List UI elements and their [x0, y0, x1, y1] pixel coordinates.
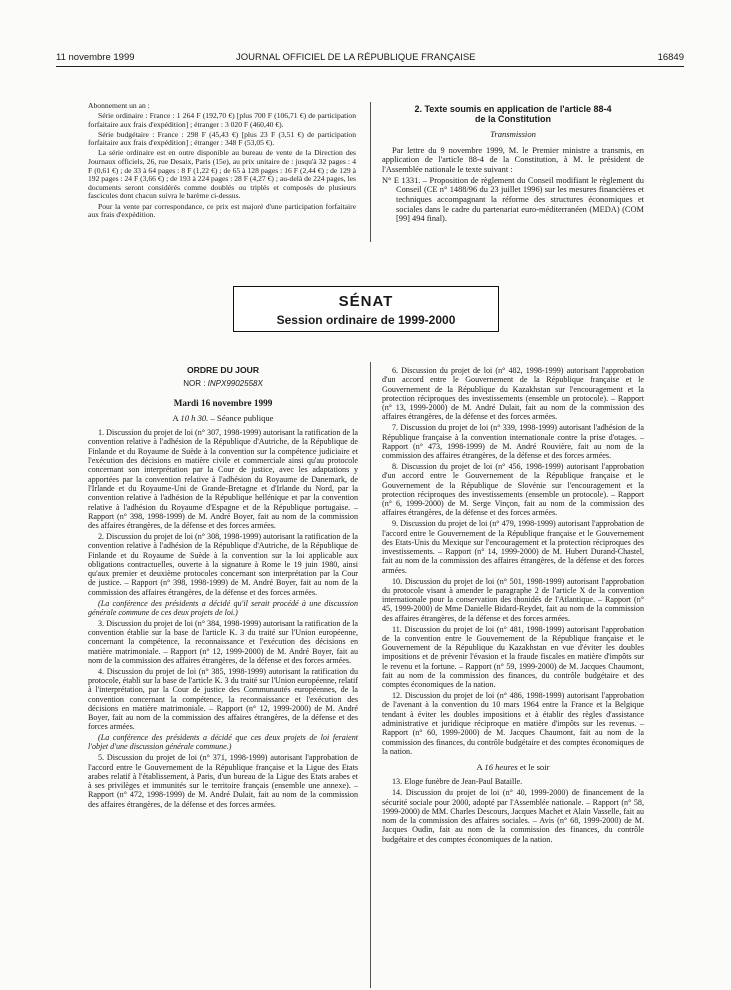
agenda-item: 9. Discussion du projet de loi (n° 479, 1998-1999) autorisant l'approbation de l'accord entre le Gouvernement de la République française et le Gouvernement des Etats-Unis du Mexique sur l'encouragement et la protection réciproques des investissements. – Rapport (n° 14, 1999-2000) de M. Hubert Durand-Chastel, fait au nom de la commission des affaires étrangères, de la défense et des forces armées.	[382, 519, 644, 575]
texte-soumis-block	[382, 104, 644, 225]
transmission-heading: Transmission	[490, 129, 536, 139]
ordre-du-jour-title: ORDRE DU JOUR	[186, 365, 260, 375]
morning-time-suffix: – Séance publique	[210, 412, 274, 423]
nor-value: INPX9902558X	[207, 379, 263, 389]
senat-title: SÉNAT	[338, 293, 394, 310]
header-journal-title: JOURNAL OFFICIEL DE LA RÉPUBLIQUE FRANÇAISE	[236, 52, 476, 63]
senat-title-box	[233, 286, 499, 332]
column-divider-top	[370, 102, 371, 242]
agenda-item: 1. Discussion du projet de loi (n° 307, 1998-1999) autorisant la ratification de la convention relative à l'adhésion de la République d'Autriche, de la République de Finlande et du Royaume de Suède à la convention sur la compétence judiciaire et l'exécution des décisions en matière civile et commerciale ainsi qu'au protocole concernant son interprétation par la Cour de justice, avec les adaptations y apportées par la convention relative à l'adhésion du Royaume de Danemark, de l'Irlande et du Royaume-Uni de Grande-Bretagne et d'Irlande du Nord, par la convention relative à l'adhésion de la République hellénique et par la convention relative à l'adhésion du Royaume d'Espagne et de la République portugaise. – Rapport (n° 398, 1998-1999) de M. André Boyer, fait au nom de la commission des affaires étrangères, de la défense et des forces armées.	[88, 428, 358, 531]
agenda-item: 5. Discussion du projet de loi (n° 371, 1998-1999) autorisant l'approbation de l'accord entre le Gouvernement de la République française et la Ligue des Etats arabes relatif à l'établissement, à Paris, d'un bureau de la Ligue des Etats arabes et à ses privilèges et immunités sur le territoire français (ensemble une annexe). – Rapport (n° 472, 1998-1999) de M. André Dulait, fait au nom de la commission des affaires étrangères, de la défense et des forces armées.	[88, 753, 358, 809]
page-header	[56, 50, 684, 66]
column-divider-bottom	[370, 362, 371, 988]
agenda-item: 4. Discussion du projet de loi (n° 385, 1998-1999) autorisant la ratification du protocole, établi sur la base de l'article K. 3 du traité sur l'Union européenne, relatif à l'interprétation, par la Cour de justice des Communautés européennes, de la convention concernant la compétence, la reconnaissance et l'exécution des décisions en matière matrimoniale. – Rapport (n° 12, 1999-2000) de M. André Boyer, fait au nom de la commission des affaires étrangères, de la défense et des forces armées.	[88, 666, 358, 732]
transmission-item: N° E 1331. – Proposition de règlement du Conseil modifiant le règlement du Conseil (CE n° 1488/96 du 23 juillet 1996) sur les mesures financières et techniques accompagnant la réforme des structures économiques et sociales dans le cadre du partenariat euro-méditerranéen (MEDA) (COM [99] 494 final).	[382, 175, 644, 224]
abonnement-block	[88, 102, 356, 221]
agenda-note: (La conférence des présidents a décidé qu'il serait procédé à une discussion générale commune de ces deux projets de loi.)	[88, 598, 358, 617]
afternoon-time	[382, 763, 644, 772]
texte-soumis-title	[382, 104, 644, 124]
texte-soumis-title-line1: 2. Texte soumis en application de l'article 88-4	[414, 104, 612, 114]
agenda-item: 6. Discussion du projet de loi (n° 482, 1998-1999) autorisant l'approbation d'un accord entre le Gouvernement de la République française et le Gouvernement de la République du Kazakhstan sur l'encouragement et la protection réciproques des investissements (ensemble un protocole). – Rapport (n° 13, 1999-2000) de M. André Dulait, fait au nom de la commission des affaires étrangères, de la défense et des forces armées.	[382, 366, 644, 422]
nor-line	[88, 379, 358, 388]
agenda-item: 13. Eloge funèbre de Jean-Paul Bataille.	[392, 777, 523, 787]
agenda-item: 10. Discussion du projet de loi (n° 501, 1998-1999) autorisant l'approbation du protocole visant à amender le paragraphe 2 de l'article X de la convention internationale pour la conservation des thonidés de l'Atlantique. – Rapport (n° 45, 1999-2000) de Mme Danielle Bidard-Reydet, fait au nom de la commission des affaires étrangères, de la défense et des forces armées.	[382, 576, 644, 623]
morning-time-prefix: A	[172, 412, 179, 423]
agenda-item: 3. Discussion du projet de loi (n° 384, 1998-1999) autorisant la ratification de la convention établie sur la base de l'article K. 3 du traité sur l'Union européenne, concernant la compétence, la reconnaissance et l'exécution des décisions en matière matrimoniale. – Rapport (n° 12, 1999-2000) de M. André Boyer, fait au nom de la commission des affaires étrangères, de la défense et des forces armées.	[88, 618, 358, 665]
afternoon-time-prefix: A	[476, 762, 483, 773]
header-rule	[56, 66, 684, 67]
morning-time	[88, 414, 358, 423]
morning-time-hour: 10 h 30.	[180, 412, 209, 423]
senat-session: Session ordinaire de 1999-2000	[276, 313, 456, 327]
abonnement-correspondance: Pour la vente par correspondance, ce prix est majoré d'une participation forfaitaire aux frais d'expédition.	[88, 201, 356, 220]
sitting-date: Mardi 16 novembre 1999	[173, 397, 273, 408]
abonnement-ordinaire: Série ordinaire : France : 1 264 F (192,70 €) [plus 700 F (106,71 €) de participation forfaitaire aux frais d'expédition] ; étranger : 3 020 F (460,40 €).	[88, 111, 356, 129]
agenda-item: 7. Discussion du projet de loi (n° 339, 1998-1999) autorisant l'adhésion de la République française à la convention internationale contre la prise d'otages. – Rapport (n° 473, 1998-1999) de M. André Rouvière, fait au nom de la commission des affaires étrangères, de la défense et des forces armées.	[382, 423, 644, 461]
afternoon-time-hour: 16 heures	[484, 762, 518, 773]
header-page-number: 16849	[657, 52, 684, 63]
afternoon-time-suffix: et le soir	[519, 762, 550, 773]
ordre-du-jour-left-column	[88, 366, 358, 811]
abonnement-vente: La série ordinaire est en outre disponible au bureau de vente de la Direction des Journaux officiels, 26, rue Desaix, Paris (15e), au prix unitaire de : jusqu'à 32 pages : 4 F (0,61 €) ; de 33 à 64 pages : 8 F (1,22 €) ; de 65 à 128 pages : 16 F (2,44 €) ; de 129 à 192 pages : 24 F (3,66 €) ; de 193 à 224 pages : 28 F (4,27 €) ; au-delà de 224 pages, les documents seront considérés comme doublés ou triplés et composés de plusieurs fascicules dont chacun suivra le barème ci-dessus.	[88, 148, 356, 201]
texte-soumis-title-line2: de la Constitution	[475, 114, 551, 124]
agenda-note: (La conférence des présidents a décidé que ces deux projets de loi feraient l'objet d'une discussion générale commune.)	[88, 733, 358, 752]
ordre-du-jour-right-column	[382, 366, 644, 846]
transmission-intro: Par lettre du 9 novembre 1999, M. le Premier ministre a transmis, en application de l'article 88-4 de la Constitution, à M. le président de l'Assemblée nationale le texte suivant :	[382, 145, 644, 174]
agenda-item: 14. Discussion du projet de loi (n° 40, 1999-2000) de financement de la sécurité sociale pour 2000, adopté par l'Assemblée nationale. – Rapport (n° 58, 1999-2000) de MM. Charles Descours, Jacques Machet et Alain Vasselle, fait au nom de la commission des affaires sociales. – Avis (n° 68, 1999-2000) de M. Jacques Oudin, fait au nom de la commission des finances, du contrôle budgétaire et des comptes économiques de la nation.	[382, 788, 644, 844]
abonnement-title: Abonnement un an :	[88, 101, 150, 110]
abonnement-budgetaire: Série budgétaire : France : 298 F (45,43 €) [plus 23 F (3,51 €) de participation forfaitaire aux frais d'expédition] ; étranger : 348 F (53,05 €).	[88, 129, 356, 148]
agenda-item: 11. Discussion du projet de loi (n° 481, 1998-1999) autorisant l'approbation de la convention entre le Gouvernement de la République française et le Gouvernement de la République du Kazakhstan en vue d'éviter les doubles impositions et de prévenir l'évasion et la fraude fiscales en matière d'impôts sur le revenu et la fortune. – Rapport (n° 59, 1999-2000) de M. Jacques Chaumont, fait au nom de la commission des finances, du contrôle budgétaire et des comptes économiques de la nation.	[382, 624, 644, 690]
agenda-item: 12. Discussion du projet de loi (n° 486, 1998-1999) autorisant l'approbation de l'avenant à la convention du 10 mars 1964 entre la France et la Belgique tendant à éviter les doubles impositions et à établir des règles d'assistance administrative et juridique réciproque en matière d'impôts sur les revenus. – Rapport (n° 60, 1999-2000) de M. Jacques Chaumont, fait au nom de la commission des finances, du contrôle budgétaire et des comptes économiques de la nation.	[382, 691, 644, 756]
header-date: 11 novembre 1999	[56, 52, 135, 63]
agenda-item: 8. Discussion du projet de loi (n° 456, 1998-1999) autorisant l'approbation d'un accord entre le Gouvernement de la République française et le Gouvernement de la République de Slovénie sur l'encouragement et la protection réciproques des investissements (ensemble un protocole). – Rapport (n° 6, 1999-2000) de M. Serge Vinçon, fait au nom de la commission des affaires étrangères, de la défense et des forces armées.	[382, 461, 644, 518]
agenda-item: 2. Discussion du projet de loi (n° 308, 1998-1999) autorisant la ratification de la convention relative à l'adhésion de la République d'Autriche, de la République de Finlande et du Royaume de Suède à la convention sur la loi applicable aux obligations contractuelles, ouverte à la signature à Rome le 19 juin 1980, ainsi qu'aux premier et deuxième protocoles concernant son interprétation par la Cour de justice. – Rapport (n° 398, 1998-1999) de M. André Boyer, fait au nom de la commission des affaires étrangères, de la défense et des forces armées.	[88, 531, 358, 597]
nor-label: NOR :	[183, 379, 206, 389]
